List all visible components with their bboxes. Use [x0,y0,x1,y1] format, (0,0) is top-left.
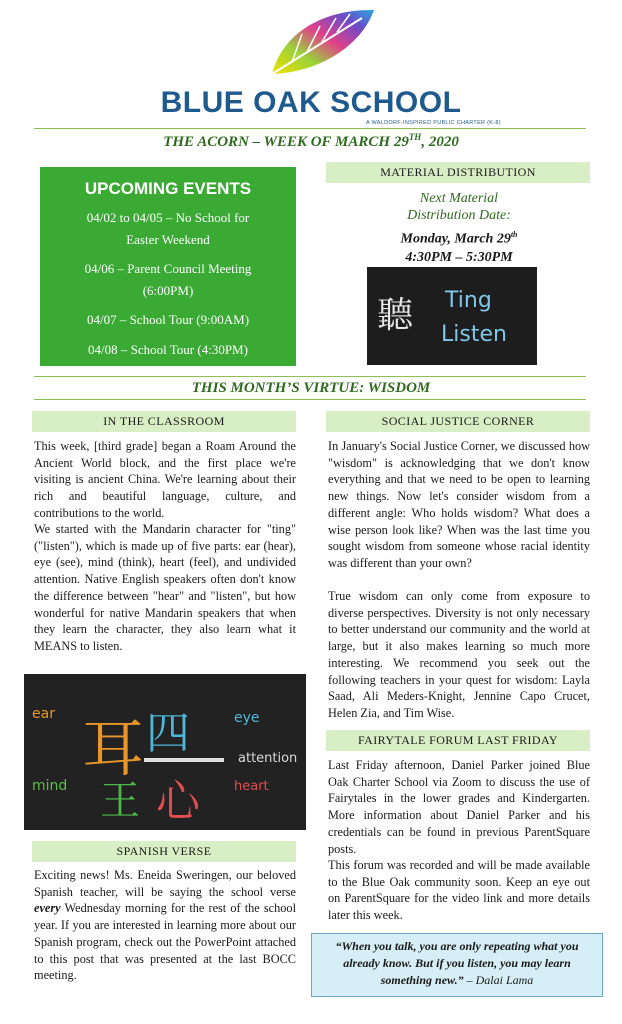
classroom-paragraph-2: We started with the Mandarin character for "ting" ("listen"), which is made up of five parts: ear (hear), eye (see), mind (think), heart (feel), and undivided attention. Native English speakers often don't know the difference between "hear" and "listen", but how wonderful for native Mandarin speakers that when they learn the character, they also learn what it MEANS to listen. [34,522,296,653]
divider [34,128,586,129]
label-eye: eye [234,710,260,726]
upcoming-events-box [40,167,296,366]
event-item: 04/02 to 04/05 – No School for Easter Weekend [86,210,250,247]
event-item: 04/08 – School Tour (4:30PM) [88,342,248,357]
school-name: BLUE OAK SCHOOL [160,86,462,119]
chalk-word-listen: Listen [441,322,507,347]
social-paragraph-1: In January's Social Justice Corner, we discussed how "wisdom" is acknowledging that we don't know everything and that we need to be open to learning new things. Now let's consider wisdom from a different angle: Who holds wisdom? What does a wise person look like? When was the last time you sought wisdom from someone whose racial identity was different than your own? [328,439,590,570]
classroom-heading: IN THE CLASSROOM [32,411,296,432]
material-date: Monday, March 29th 4:30PM – 5:30PM [400,230,518,265]
divider [34,399,586,400]
part-eye: 四 [146,708,190,759]
chalkboard-ting-image [367,267,537,365]
social-paragraph-2: True wisdom can only come from exposure to diverse perspectives. Diversity is not only necessary to better understand our community and the world at large, but it also makes learning so much more interesting. We recommend you seek out the following teachers in your quest for wisdom: Layla Saad, Ali Meders-Knight, Jennine Capo Crucet, Helen Zia, and Tim Wise. [328,589,590,720]
fairytale-paragraph-2: This forum was recorded and will be made available to the Blue Oak community soon. Keep an eye out on ParentSquare for the video link and more details later this week. [328,858,590,923]
spanish-paragraph: Exciting news! Ms. Eneida Sweringen, our beloved Spanish teacher, will be saying the school verse every Wednesday morning for the rest of the school year. If you are interested in learning more about our Spanish program, check out the PowerPoint attached to this post that was presented at the last BOCC meeting. [34,868,296,983]
chalk-character: 聽 [377,295,414,336]
chalkboard-character-image [24,674,306,830]
virtue-title: THIS MONTH’S VIRTUE: WISDOM [191,380,431,396]
quote-box [311,933,603,997]
leaf-logo-icon [262,4,382,84]
classroom-paragraph-1: This week, [third grade] began a Roam Around the Ancient World block, and the first place we're visiting is ancient China. We're learning about their rich and beautiful language, culture, and contributions to the world. [34,439,296,520]
label-mind: mind [32,778,68,794]
material-heading: MATERIAL DISTRIBUTION [326,162,590,183]
fairytale-heading: FAIRYTALE FORUM LAST FRIDAY [326,730,590,751]
quote-text: “When you talk, you are only repeating what you already know. But if you listen, you may learn something new.” – Dalai Lama [335,939,579,987]
spanish-heading: SPANISH VERSE [32,841,296,862]
label-heart: heart [234,779,269,794]
chalk-word-ting: Ting [445,288,492,313]
label-ear: ear [32,706,55,722]
divider [34,376,586,377]
part-ear: 耳 [82,712,145,785]
part-mind: 王 [100,778,140,824]
social-justice-heading: SOCIAL JUSTICE CORNER [326,411,590,432]
part-heart: 心 [156,776,200,827]
material-next-label: Next Material Distribution Date: [407,191,511,223]
issue-title: THE ACORN – WEEK OF MARCH 29TH, 2020 [163,132,459,150]
event-item: 04/07 – School Tour (9:00AM) [86,312,250,327]
fairytale-paragraph-1: Last Friday afternoon, Daniel Parker joined Blue Oak Charter School via Zoom to discuss the use of Fairytales in the lower grades and Kindergarten. More information about Daniel Parker and his credentials can be found in previous ParentSquare posts. [328,758,590,856]
label-attention: attention [238,751,298,766]
school-subtitle: A WALDORF-INSPIRED PUBLIC CHARTER (K-8) [366,120,501,126]
event-item: 04/06 – Parent Council Meeting (6:00PM) [84,261,252,298]
events-heading: UPCOMING EVENTS [84,179,252,198]
